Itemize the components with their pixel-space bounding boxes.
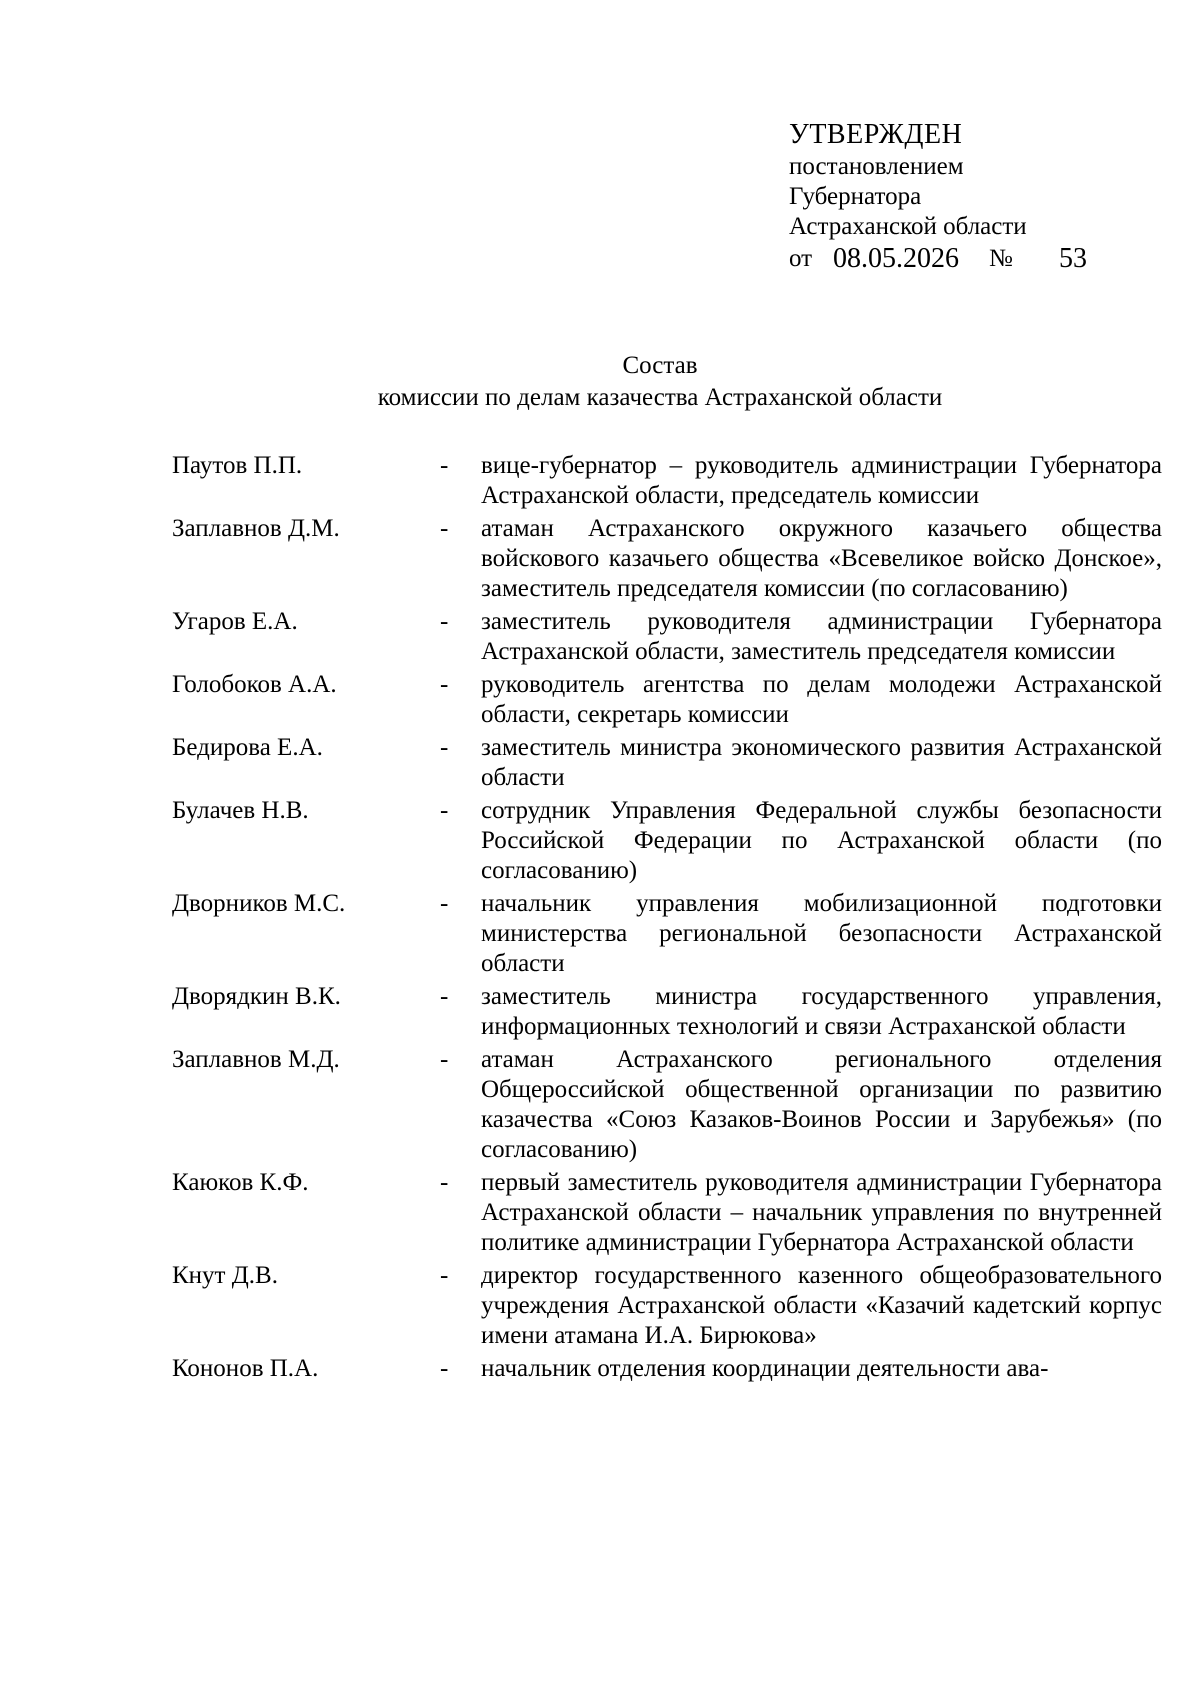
member-name: Булачев Н.В.: [172, 797, 309, 824]
member-name: Паутов П.П.: [172, 452, 303, 479]
member-name: Угаров Е.А.: [172, 608, 298, 635]
member-row: [172, 733, 1162, 793]
member-dash: -: [440, 671, 449, 698]
members-list: [172, 451, 1162, 1387]
approval-ot-label: от: [789, 245, 813, 272]
member-row: [172, 1045, 1162, 1165]
member-row: [172, 1261, 1162, 1351]
member-dash: -: [440, 1262, 449, 1289]
approval-line-2: Губернатора: [789, 183, 922, 210]
member-role: вице-губернатор – руководитель администрации Губернатора Астраханской области, председатель комиссии: [481, 452, 1162, 509]
heading-subtitle: комиссии по делам казачества Астраханской области: [377, 384, 943, 411]
member-row: [172, 451, 1162, 511]
member-role: заместитель министра государственного управления, информационных технологий и связи Астраханской области: [481, 983, 1162, 1040]
member-name: Голобоков А.А.: [172, 671, 337, 698]
member-dash: -: [440, 608, 449, 635]
member-role: директор государственного казенного общеобразовательного учреждения Астраханской области «Казачий кадетский корпус имени атамана И.А. Бирюкова»: [481, 1262, 1162, 1349]
member-dash: -: [440, 734, 449, 761]
member-row: [172, 514, 1162, 604]
member-role: заместитель министра экономического развития Астраханской области: [481, 734, 1162, 791]
member-role: руководитель агентства по делам молодежи Астраханской области, секретарь комиссии: [481, 671, 1162, 728]
heading-title: Состав: [622, 352, 698, 379]
approval-number-label: №: [989, 245, 1013, 272]
member-dash: -: [440, 1169, 449, 1196]
member-row: [172, 1354, 1162, 1384]
approval-number: 53: [1059, 243, 1087, 274]
member-name: Дворядкин В.К.: [172, 983, 341, 1010]
member-name: Кононов П.А.: [172, 1355, 319, 1382]
member-dash: -: [440, 515, 449, 542]
member-row: [172, 889, 1162, 979]
member-row: [172, 1168, 1162, 1258]
member-dash: -: [440, 797, 449, 824]
member-row: [172, 982, 1162, 1042]
member-name: Заплавнов М.Д.: [172, 1046, 340, 1073]
member-role: заместитель руководителя администрации Губернатора Астраханской области, заместитель председателя комиссии: [481, 608, 1162, 665]
member-name: Кнут Д.В.: [172, 1262, 278, 1289]
member-dash: -: [440, 452, 449, 479]
member-dash: -: [440, 1046, 449, 1073]
member-role: атаман Астраханского окружного казачьего общества войскового казачьего общества «Всевеликое войско Донское», заместитель председателя комиссии (по согласованию): [481, 515, 1162, 602]
member-role: первый заместитель руководителя администрации Губернатора Астраханской области – начальник управления по внутренней политике администрации Губернатора Астраханской области: [481, 1169, 1162, 1256]
member-role: начальник отделения координации деятельности ава-: [481, 1355, 1049, 1382]
approval-date: 08.05.2026: [833, 243, 959, 274]
member-dash: -: [440, 983, 449, 1010]
approval-line-3: Астраханской области: [789, 213, 1027, 240]
approval-line-1: постановлением: [789, 153, 964, 180]
member-role: начальник управления мобилизационной подготовки министерства региональной безопасности Астраханской области: [481, 890, 1162, 977]
member-row: [172, 670, 1162, 730]
member-dash: -: [440, 890, 449, 917]
member-name: Заплавнов Д.М.: [172, 515, 340, 542]
member-role: сотрудник Управления Федеральной службы безопасности Российской Федерации по Астраханской области (по согласованию): [481, 797, 1162, 884]
member-dash: -: [440, 1355, 449, 1382]
member-role: атаман Астраханского регионального отделения Общероссийской общественной организации по развитию казачества «Союз Казаков-Воинов России и Зарубежья» (по согласованию): [481, 1046, 1162, 1163]
approval-stamp: [789, 118, 1119, 276]
member-name: Каюков К.Ф.: [172, 1169, 309, 1196]
member-name: Бедирова Е.А.: [172, 734, 323, 761]
approval-date-line: [789, 242, 1119, 276]
member-row: [172, 796, 1162, 886]
document-heading: [0, 350, 1200, 414]
member-row: [172, 607, 1162, 667]
member-name: Дворников М.С.: [172, 890, 346, 917]
approval-title: УТВЕРЖДЕН: [789, 119, 963, 150]
